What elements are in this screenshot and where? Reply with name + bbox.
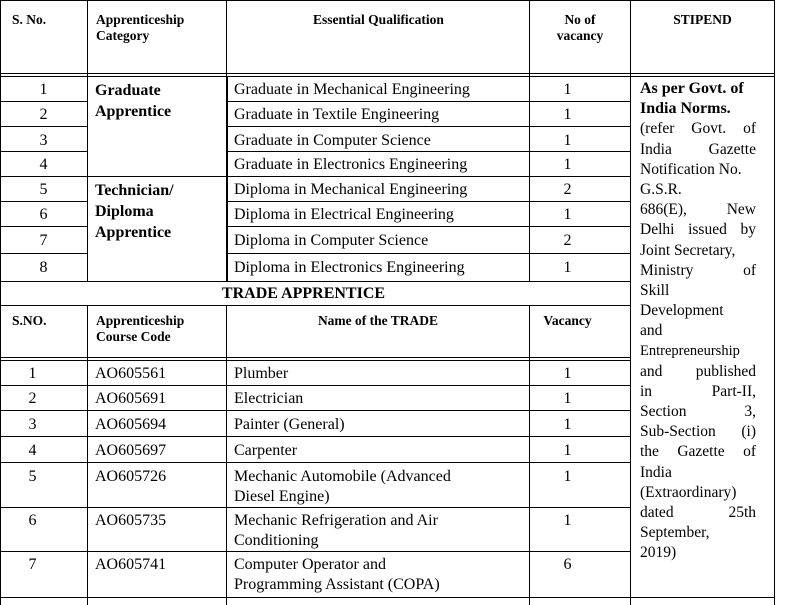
row-vacancy: 1 <box>563 156 572 173</box>
row-vacancy: 1 <box>563 132 572 149</box>
row-sno: 2 <box>39 106 48 123</box>
grid-line <box>227 76 228 282</box>
trade-row-sno: 1 <box>28 365 37 382</box>
trade-header-code-line-1: Apprenticeship <box>96 313 185 328</box>
stipend-line: Section 3, <box>640 403 756 420</box>
category-graduate-line-2: Apprentice <box>95 103 172 120</box>
stipend-line: and <box>640 322 663 340</box>
row-vacancy: 2 <box>563 232 572 249</box>
header-vacancy-line-1: No of <box>564 12 596 27</box>
grid-line <box>0 226 88 227</box>
trade-row-name <box>234 511 438 551</box>
row-vacancy: 1 <box>563 106 572 123</box>
stipend-line: Notification No. <box>640 160 742 178</box>
row-vacancy: 2 <box>563 181 572 198</box>
header-stipend: STIPEND <box>673 12 732 27</box>
grid-line <box>0 551 631 552</box>
trade-row-sno: 5 <box>28 468 37 485</box>
row-sno: 1 <box>39 81 48 98</box>
trade-row-vacancy: 1 <box>563 512 572 529</box>
grid-line <box>0 0 775 1</box>
trade-row-name-line-2: Diesel Engine) <box>234 488 330 505</box>
grid-line <box>0 253 88 254</box>
grid-line <box>227 151 631 152</box>
row-sno: 4 <box>39 156 48 173</box>
grid-line <box>227 253 631 254</box>
trade-row-sno: 4 <box>28 442 37 459</box>
stipend-line: September, <box>640 524 710 542</box>
grid-line <box>0 507 631 508</box>
category-technician-line-3: Apprentice <box>95 224 172 241</box>
stipend-line: India Norms. <box>640 100 731 118</box>
trade-row-sno: 6 <box>28 512 37 529</box>
trade-row-vacancy: 1 <box>563 416 572 433</box>
grid-line <box>0 151 88 152</box>
grid-line <box>0 305 631 306</box>
trade-row-sno: 2 <box>28 390 37 407</box>
grid-line <box>87 0 88 282</box>
stipend-line: As per Govt. of <box>640 80 744 97</box>
category-technician-line-1: Technician/ <box>95 182 174 199</box>
grid-line <box>227 226 631 227</box>
grid-line <box>226 305 227 605</box>
trade-header-name: Name of the TRADE <box>317 313 439 328</box>
header-category <box>96 12 184 44</box>
grid-line <box>0 126 88 127</box>
row-qualification: Graduate in Textile Engineering <box>234 106 440 123</box>
trade-row-name <box>234 467 451 507</box>
trade-row-sno: 3 <box>28 416 37 433</box>
trade-row-name-line-1: Mechanic Refrigeration and Air <box>234 512 438 529</box>
grid-line <box>227 126 631 127</box>
trade-row-name: Plumber <box>234 365 289 382</box>
trade-row-sno: 7 <box>28 556 37 573</box>
stipend-line: Delhi issued by <box>640 221 756 239</box>
trade-row-name-line-1: Computer Operator and <box>234 556 386 573</box>
trade-header-code-line-2: Course Code <box>96 329 171 344</box>
grid-line <box>0 360 631 361</box>
trade-row-vacancy: 1 <box>563 365 572 382</box>
row-sno: 7 <box>39 232 48 249</box>
trade-row-code: AO605561 <box>95 365 167 382</box>
grid-line <box>0 176 631 177</box>
grid-line <box>87 305 88 605</box>
trade-row-code: AO605694 <box>95 416 167 433</box>
row-vacancy: 1 <box>563 206 572 223</box>
row-vacancy: 1 <box>563 81 572 98</box>
category-graduate-line-1: Graduate <box>95 82 161 99</box>
stipend-line: Entrepreneurship <box>640 343 740 360</box>
grid-line <box>0 410 631 411</box>
grid-line <box>0 201 88 202</box>
trade-row-name: Carpenter <box>234 442 298 459</box>
trade-row-name <box>234 555 440 595</box>
stipend-line: Sub-Section (i) <box>640 423 756 441</box>
grid-line <box>0 436 631 437</box>
header-vacancy-line-2: vacancy <box>556 28 604 43</box>
stipend-line: (Extraordinary) <box>640 483 737 501</box>
grid-line <box>227 101 631 102</box>
trade-row-code: AO605735 <box>95 512 167 529</box>
trade-row-code: AO605726 <box>95 468 167 485</box>
stipend-line: G.S.R. <box>640 180 682 198</box>
trade-row-name: Electrician <box>234 390 304 407</box>
trade-row-name: Painter (General) <box>234 416 345 433</box>
row-qualification: Graduate in Mechanical Engineering <box>234 81 470 98</box>
trade-row-vacancy: 1 <box>563 442 572 459</box>
trade-row-name-line-1: Mechanic Automobile (Advanced <box>234 468 451 485</box>
stipend-line: Skill <box>640 281 670 299</box>
stipend-line: 2019) <box>640 544 677 562</box>
stipend-line: Ministry of <box>640 261 756 279</box>
header-category-line-2: Category <box>96 28 150 43</box>
header-qualification: Essential Qualification <box>313 12 444 27</box>
stipend-line: India <box>640 463 672 481</box>
row-qualification: Diploma in Electronics Engineering <box>234 259 465 276</box>
trade-row-vacancy: 6 <box>563 556 572 573</box>
trade-header-sno: S.NO. <box>12 313 47 328</box>
row-vacancy: 1 <box>563 259 572 276</box>
stipend-line: 686(E), New <box>640 201 756 219</box>
grid-line <box>774 0 775 605</box>
grid-line <box>227 201 631 202</box>
stipend-line: Development <box>640 302 724 320</box>
trade-row-vacancy: 1 <box>563 468 572 485</box>
row-qualification: Graduate in Computer Science <box>234 132 431 149</box>
grid-line <box>0 462 631 463</box>
grid-line <box>0 76 775 77</box>
grid-line <box>0 101 88 102</box>
row-qualification: Diploma in Electrical Engineering <box>234 206 454 223</box>
stipend-text <box>640 79 756 564</box>
category-graduate <box>95 80 171 122</box>
row-sno: 6 <box>39 206 48 223</box>
stipend-line: and published <box>640 362 756 380</box>
grid-line <box>0 385 631 386</box>
trade-row-code: AO605697 <box>95 442 167 459</box>
grid-line <box>0 357 631 358</box>
grid-line <box>0 597 775 598</box>
trade-row-vacancy: 1 <box>563 390 572 407</box>
row-qualification: Diploma in Computer Science <box>234 232 429 249</box>
header-vacancy <box>530 12 630 44</box>
stipend-line: the Gazette of <box>640 443 756 461</box>
trade-row-code: AO605741 <box>95 556 167 573</box>
trade-header-code <box>96 313 184 345</box>
row-sno: 3 <box>39 132 48 149</box>
grid-line <box>0 73 775 74</box>
stipend-line: Joint Secretary, <box>640 241 736 259</box>
category-technician <box>95 180 174 243</box>
row-sno: 8 <box>39 259 48 276</box>
row-qualification: Graduate in Electronics Engineering <box>234 156 468 173</box>
stipend-line: (refer Govt. of <box>640 120 756 138</box>
stipend-line: India Gazette <box>640 140 756 158</box>
row-sno: 5 <box>39 181 48 198</box>
header-sno: S. No. <box>12 12 47 27</box>
header-category-line-1: Apprenticeship <box>96 12 185 27</box>
stipend-line: dated 25th <box>640 503 756 521</box>
trade-section-title: TRADE APPRENTICE <box>221 285 386 302</box>
row-qualification: Diploma in Mechanical Engineering <box>234 181 468 198</box>
trade-header-vacancy: Vacancy <box>543 313 592 328</box>
grid-line <box>630 0 631 605</box>
grid-line <box>0 281 631 282</box>
trade-row-name-line-2: Conditioning <box>234 532 319 549</box>
category-technician-line-2: Diploma <box>95 203 154 220</box>
trade-row-code: AO605691 <box>95 390 167 407</box>
stipend-line: in Part-II, <box>640 382 756 400</box>
trade-row-name-line-2: Programming Assistant (COPA) <box>234 576 440 593</box>
